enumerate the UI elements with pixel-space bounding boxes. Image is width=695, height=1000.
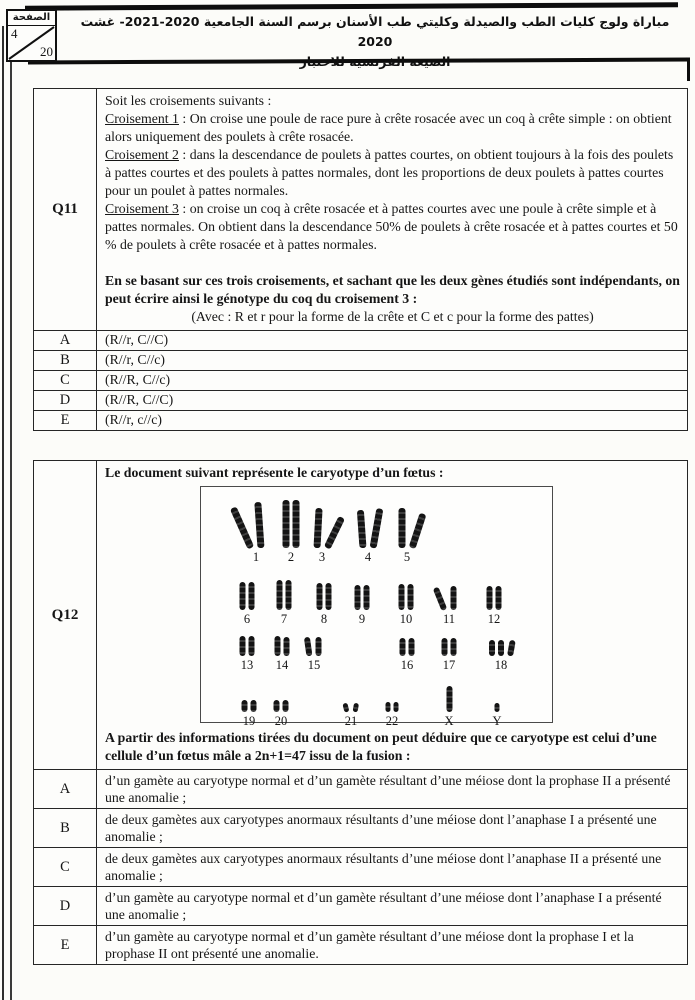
chromosome-label: X [444,714,454,728]
chromosome-icons [277,580,292,610]
chromosome-icons [399,584,414,610]
croisement-1-text: : On croise une poule de race pure à crête rosacée avec un coq à crête simple : on obtient alors uniquement des poulets à crête rosacée. [105,111,672,144]
chromosome-pair-12 [487,579,502,627]
chromosome-pair-22 [386,683,399,729]
chromosome-label: 22 [385,714,399,728]
chromosome-icon [451,638,457,656]
chromosome-pair-1 [248,499,265,565]
chromosome-icon [495,703,500,712]
page-current: 4 [11,26,18,41]
chromosome-icon [489,640,495,656]
q11-croisement-1 [105,110,680,146]
chromosome-icon [487,586,493,610]
chromosome-icons [489,640,513,656]
answer-text-b: (R//r, C//c) [97,351,688,371]
chromosome-icon [251,700,257,712]
chromosome-pair-13 [240,633,255,673]
chromosome-icon [451,586,457,610]
chromosome-icon [353,703,359,713]
chromosome-label: 19 [242,714,256,728]
chromosome-icon [394,702,399,712]
chromosome-pair-6 [240,579,255,627]
chromosome-icon [370,508,384,549]
chromosome-icons [240,636,255,656]
chromosome-icons [446,686,452,712]
q11-body [97,89,688,331]
chromosome-icon [240,636,246,656]
chromosome-pair-7 [277,579,292,627]
chromosome-label: 14 [275,658,289,672]
q12-answer-row-e [34,926,688,965]
chromosome-icon [324,516,345,550]
chromosome-icon [275,636,281,656]
answer-text-a: (R//r, C//C) [97,331,688,351]
chromosome-icon [408,584,414,610]
answer-label-e: E [34,926,97,965]
chromosome-label: 11 [442,612,456,626]
answer-text-d: (R//R, C//C) [97,391,688,411]
chromosome-icon [433,587,448,612]
q12-intro: Le document suivant représente le caryotype d’un fœtus : [105,465,444,480]
chromosome-icon [230,506,254,549]
q11-answer-row-a [34,331,688,351]
chromosome-label: 21 [344,714,358,728]
answer-label-b: B [34,351,97,371]
chromosome-icons [242,700,257,712]
chromosome-icon [283,700,289,712]
page-number-box [6,9,57,62]
chromosome-icon [277,580,283,610]
chromosome-icon [286,580,292,610]
chromosome-x [444,675,453,729]
chromosome-icon [400,638,406,656]
chromosome-pair-16 [400,633,415,673]
chromosome-pair-9 [355,579,370,627]
chromosome-y [492,683,501,729]
chromosome-icon [355,585,361,610]
chromosome-pair-14 [275,633,290,673]
chromosome-label: 18 [494,658,508,672]
header-top-rule [25,2,678,10]
chromosome-icon [274,700,280,712]
karyotype-figure [200,486,553,728]
answer-label-e: E [34,411,97,431]
chromosome-label: 16 [400,658,414,672]
chromosome-icon [304,637,313,657]
answer-label-c: C [34,371,97,391]
answer-text-c: de deux gamètes aux caryotypes anormaux résultants d’une méiose dont l’anaphase II a présenté une anomalie ; [97,848,688,887]
chromosome-icon [342,703,349,713]
answer-label-d: D [34,887,97,926]
answer-text-e: d’un gamète au caryotype normal et d’un gamète résultant d’une méiose dont la prophase I et la prophase II ont présenté une anomalie. [97,926,688,965]
chromosome-icons [360,508,377,548]
chromosome-label: 15 [307,658,321,672]
chromosome-label: 12 [487,612,501,626]
chromosome-icons [355,585,370,610]
chromosome-icon [409,513,427,549]
chromosome-icons [275,636,290,656]
chromosome-pair-11 [442,579,457,627]
chromosome-icon [314,508,323,548]
chromosome-label: 10 [399,612,413,626]
chromosome-icon [242,700,248,712]
chromosome-label: 20 [274,714,288,728]
answer-text-e: (R//r, c//c) [97,411,688,431]
q12-answer-row-c [34,848,688,887]
chromosome-icon [386,702,391,712]
answer-text-b: de deux gamètes aux caryotypes anormaux résultants d’une méiose dont l’anaphase I a présenté une anomalie ; [97,809,688,848]
chromosome-icons [307,637,322,656]
q11-note: (Avec : R et r pour la forme de la crête et C et c pour la forme des pattes) [191,309,594,324]
chromosome-pair-15 [307,633,322,673]
chromosome-icons [345,703,358,712]
q11-table [33,88,688,431]
chromosome-label: 6 [243,612,251,626]
chromosome-icon [507,640,516,657]
chromosome-pair-5 [399,499,416,565]
page-left-border-outer [2,26,4,1000]
chromosome-icon [317,583,323,610]
chromosome-icons [487,586,502,610]
chromosome-pair-21 [345,683,358,729]
chromosome-icons [442,638,457,656]
q11-answer-row-b [34,351,688,371]
chromosome-icons [442,586,457,610]
chromosome-icon [498,640,504,656]
answer-label-d: D [34,391,97,411]
q12-answer-row-a [34,770,688,809]
chromosome-icon [496,586,502,610]
chromosome-icon [283,500,290,548]
page-number-label: الصفحة [8,11,55,26]
chromosome-icons [314,508,331,548]
answer-text-c: (R//R, C//c) [97,371,688,391]
chromosome-icon [254,502,264,548]
chromosome-pair-3 [314,499,331,565]
croisement-2-label: Croisement 2 [105,147,179,162]
exam-header-line1: مباراة ولوج كليات الطب والصيدلة وكليتي طب الأسنان برسم السنة الجامعية 2020-2021- غشت 2020 [80,14,670,49]
q11-question: En se basant sur ces trois croisements, et sachant que les deux gènes étudiés sont indépendants, on peut écrire ainsi le génotype du coq du croisement 3 : [105,273,680,306]
chromosome-icon [399,584,405,610]
q11-answer-row-c [34,371,688,391]
chromosome-pair-19 [242,683,257,729]
chromosome-pair-10 [399,579,414,627]
chromosome-label: 4 [364,550,372,564]
chromosome-label: Y [492,714,502,728]
exam-header [62,12,688,72]
chromosome-pair-17 [442,633,457,673]
q12-body [97,461,688,770]
page-total: 20 [40,44,53,59]
answer-label-a: A [34,331,97,351]
croisement-1-label: Croisement 1 [105,111,179,126]
chromosome-icons [248,502,265,548]
croisement-3-text: : on croise un coq à crête rosacée et à pattes courtes avec une poule à crête simple et à pattes normales. On obtient dans la descendance 50% de poulets à crête rosacée et à pattes courtes et 50 % de poulets à crête rosacée et à pattes normales. [105,201,678,252]
chromosome-pair-8 [317,579,332,627]
chromosome-trio-18 [489,633,513,673]
chromosome-icons [386,702,399,712]
chromosome-label: 7 [280,612,288,626]
q12-table [33,460,688,965]
chromosome-icon [399,508,406,548]
chromosome-icon [249,582,255,610]
chromosome-label: 5 [403,550,411,564]
chromosome-icons [317,583,332,610]
chromosome-icon [446,686,452,712]
page-fraction [8,26,55,60]
q11-answer-row-d [34,391,688,411]
chromosome-icons [495,703,500,712]
chromosome-icons [283,500,300,548]
chromosome-label: 13 [240,658,254,672]
answer-label-c: C [34,848,97,887]
q11-answer-row-e [34,411,688,431]
chromosome-pair-4 [360,499,377,565]
chromosome-pair-2 [283,499,300,565]
q11-question-row [34,89,688,331]
q11-croisement-2 [105,146,680,200]
chromosome-icon [249,636,255,656]
chromosome-icon [357,510,367,548]
answer-label-a: A [34,770,97,809]
answer-label-b: B [34,809,97,848]
q11-label: Q11 [34,89,97,331]
chromosome-pair-20 [274,683,289,729]
croisement-3-label: Croisement 3 [105,201,179,216]
chromosome-label: 17 [442,658,456,672]
chromosome-icon [284,637,290,656]
q12-question-row [34,461,688,770]
chromosome-icon [293,500,300,548]
chromosome-icon [364,585,370,610]
page-left-border-inner [10,30,12,1000]
q12-question: A partir des informations tirées du document on peut déduire que ce caryotype est celui d’une cellule d’un fœtus mâle a 2n+1=47 issu de la fusion : [105,730,657,763]
q12-answer-row-d [34,887,688,926]
q12-label: Q12 [34,461,97,770]
chromosome-icon [316,637,322,656]
answer-text-d: d’un gamète au caryotype normal et d’un gamète résultant d’une méiose dont l’anaphase I a présenté une anomalie ; [97,887,688,926]
chromosome-icon [240,582,246,610]
chromosome-icons [240,582,255,610]
chromosome-icon [409,638,415,656]
q11-intro: Soit les croisements suivants : [105,93,272,108]
answer-text-a: d’un gamète au caryotype normal et d’un gamète résultant d’une méiose dont la prophase II a présenté une anomalie ; [97,770,688,809]
chromosome-icon [442,638,448,656]
chromosome-label: 3 [318,550,326,564]
q12-answer-row-b [34,809,688,848]
chromosome-label: 2 [287,550,295,564]
chromosome-icons [274,700,289,712]
exam-header-line2: الصيغة الفرنسية للاختبار [299,54,451,69]
chromosome-icon [326,583,332,610]
chromosome-label: 8 [320,612,328,626]
croisement-2-text: : dans la descendance de poulets à pattes courtes, on obtient toujours à la fois des poulets à pattes courtes et des poulets à pattes normales, dont les proportions de deux poulets à pattes courtes pour un poulet à pattes normales. [105,147,674,198]
chromosome-icons [399,508,416,548]
chromosome-icons [400,638,415,656]
chromosome-label: 1 [252,550,260,564]
q11-croisement-3 [105,200,680,254]
chromosome-label: 9 [358,612,366,626]
